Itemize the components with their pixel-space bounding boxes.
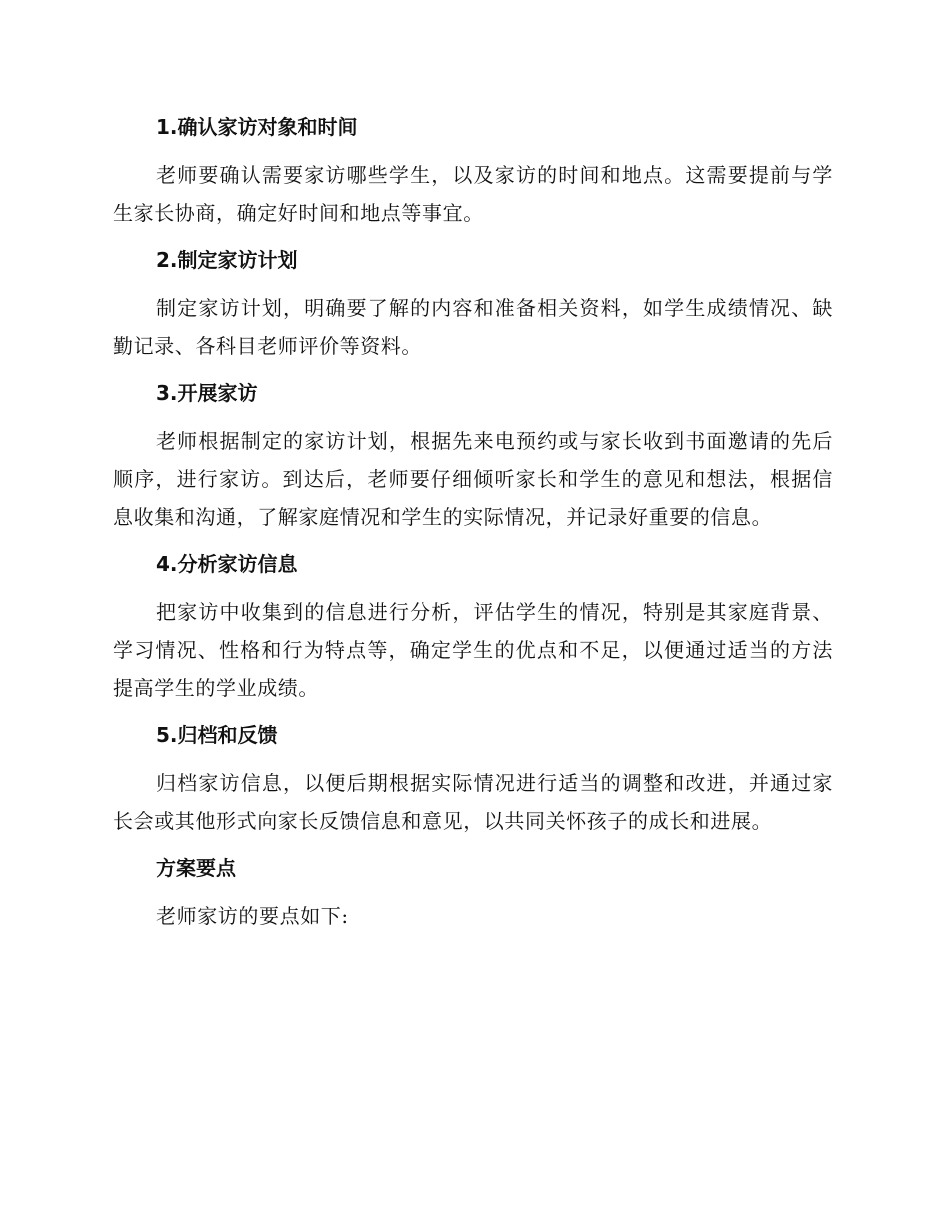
section-heading-3: 3.开展家访 — [156, 381, 258, 405]
section-paragraph-5: 归档家访信息，以便后期根据实际情况进行适当的调整和改进，并通过家长会或其他形式向家长反馈信息和意见，以共同关怀孩子的成长和进展。 — [113, 771, 833, 833]
section-heading-4: 4.分析家访信息 — [156, 552, 298, 576]
section-heading-5: 5.归档和反馈 — [156, 723, 278, 747]
document-body — [113, 108, 833, 944]
section-paragraph-2: 制定家访计划，明确要了解的内容和准备相关资料，如学生成绩情况、缺勤记录、各科目老师评价等资料。 — [113, 296, 833, 358]
section-heading-1: 1.确认家访对象和时间 — [156, 115, 358, 139]
section-paragraph-3: 老师根据制定的家访计划，根据先来电预约或与家长收到书面邀请的先后顺序，进行家访。到达后，老师要仔细倾听家长和学生的意见和想法，根据信息收集和沟通，了解家庭情况和学生的实际情况，并记录好重要的信息。 — [113, 429, 833, 529]
section-paragraph-key-points: 老师家访的要点如下: — [156, 904, 349, 928]
section-heading-key-points: 方案要点 — [156, 856, 236, 880]
section-heading-2: 2.制定家访计划 — [156, 248, 298, 272]
section-paragraph-4: 把家访中收集到的信息进行分析，评估学生的情况，特别是其家庭背景、学习情况、性格和行为特点等，确定学生的优点和不足，以便通过适当的方法提高学生的学业成绩。 — [113, 600, 833, 700]
section-paragraph-1: 老师要确认需要家访哪些学生，以及家访的时间和地点。这需要提前与学生家长协商，确定好时间和地点等事宜。 — [113, 163, 833, 225]
